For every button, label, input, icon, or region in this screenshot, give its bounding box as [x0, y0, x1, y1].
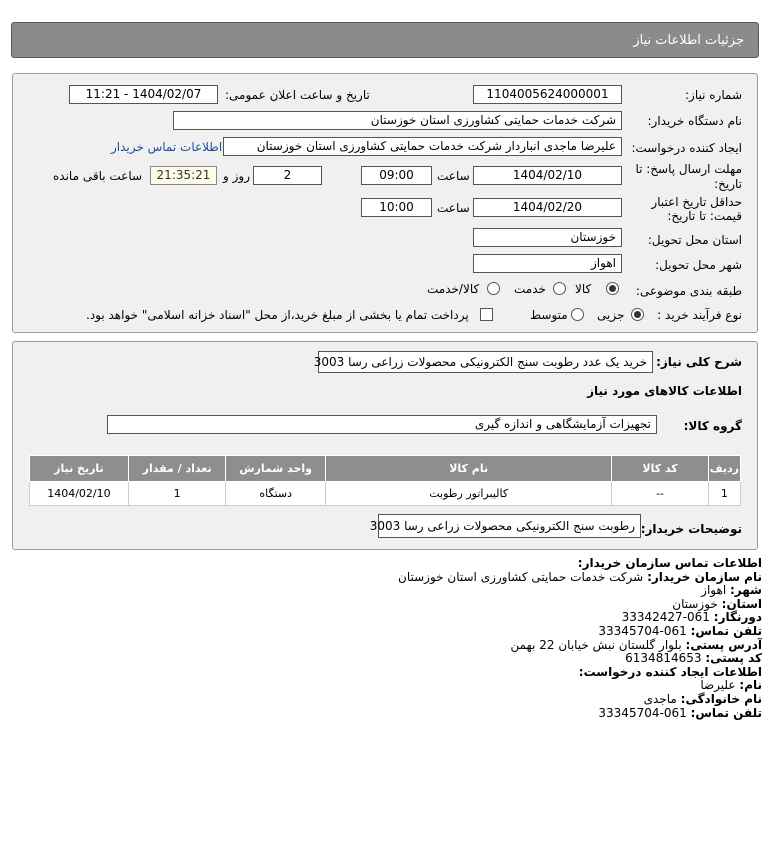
creator-field: علیرضا ماجدی انباردار شرکت خدمات حمایتی کشاورزی استان خوزستان — [223, 137, 622, 156]
treasury-checkbox[interactable] — [480, 308, 493, 321]
contact-province-label: استان: — [721, 596, 762, 611]
category-radio-both[interactable] — [487, 282, 500, 295]
goods-group-field: تجهیزات آزمایشگاهی و اندازه گیری — [107, 415, 657, 434]
days-label: روز و — [223, 169, 250, 183]
city-label: شهر محل تحویل: — [655, 258, 742, 272]
contact-phone-line — [42, 625, 762, 639]
contact-address-line — [42, 639, 762, 653]
cell-code: -- — [612, 482, 708, 506]
creator-family: ماجدی — [643, 691, 677, 706]
creator-phone-label: تلفن تماس: — [690, 705, 762, 720]
contact-org: شرکت خدمات حمایتی کشاورزی استان خوزستان — [398, 569, 644, 584]
category-option-service: خدمت — [514, 282, 546, 296]
cell-name: کالیبراتور رطوبت — [326, 482, 612, 506]
creator-family-line — [42, 693, 762, 707]
deadline-label-1: مهلت ارسال پاسخ: تا — [635, 162, 742, 176]
city-field: اهواز — [473, 254, 622, 273]
table-row — [30, 482, 741, 506]
need-desc-label: شرح کلی نیاز: — [656, 355, 742, 369]
creator-name: علیرضا — [700, 678, 736, 693]
days-field: 2 — [253, 166, 322, 185]
contact-postal: 6134814653 — [625, 651, 702, 666]
contact-city-label: شهر: — [730, 583, 762, 598]
contact-org-line — [42, 571, 762, 585]
contact-fax-line — [42, 611, 762, 625]
validity-time-field: 10:00 — [361, 198, 432, 217]
contact-city-line — [42, 584, 762, 598]
goods-info-title: اطلاعات کالاهای مورد نیاز — [587, 384, 742, 398]
contact-fax-label: دورنگار: — [713, 610, 762, 625]
buyer-notes-field: رطوبت سنج الکترونیکی محصولات زراعی رسا 3003 — [378, 514, 641, 538]
col-unit: واحد شمارش — [226, 456, 326, 482]
province-label: استان محل تحویل: — [647, 233, 742, 247]
table-header-row — [30, 456, 741, 482]
col-code: کد کالا — [612, 456, 708, 482]
contact-postal-line — [42, 652, 762, 666]
remaining-time-field: 21:35:21 — [150, 166, 217, 185]
need-number-field: 1104005624000001 — [473, 85, 622, 104]
contact-province: خوزستان — [672, 596, 718, 611]
page-title: جزئیات اطلاعات نیاز — [633, 33, 744, 48]
process-option-minor: جزیی — [597, 308, 625, 322]
goods-table — [29, 455, 741, 506]
category-radio-service[interactable] — [553, 282, 566, 295]
col-date: تاریخ نیاز — [30, 456, 129, 482]
deadline-label-2: تاریخ: — [714, 177, 742, 191]
category-option-goods: کالا — [575, 282, 592, 296]
col-name: نام کالا — [326, 456, 612, 482]
category-label: طبقه بندی موضوعی: — [635, 284, 742, 298]
validity-time-label: ساعت — [437, 201, 470, 215]
need-desc-field: خرید یک عدد رطوبت سنج الکترونیکی محصولات زراعی رسا 3003 — [318, 351, 653, 373]
province-field: خوزستان — [473, 228, 622, 247]
payment-note: پرداخت تمام یا بخشی از مبلغ خرید،از محل "اسناد خزانه اسلامی" خواهد بود. — [86, 308, 469, 322]
buyer-org-field: شرکت خدمات حمایتی کشاورزی استان خوزستان — [173, 111, 622, 130]
deadline-date-field: 1404/02/10 — [473, 166, 622, 185]
deadline-time-label: ساعت — [437, 169, 470, 183]
cell-row: 1 — [708, 482, 740, 506]
need-number-label: شماره نیاز: — [685, 88, 742, 102]
cell-date: 1404/02/10 — [30, 482, 129, 506]
col-qty: تعداد / مقدار — [128, 456, 226, 482]
page-header — [11, 22, 759, 58]
buyer-contact-link[interactable]: اطلاعات تماس خریدار — [111, 140, 223, 154]
process-option-medium: متوسط — [530, 308, 568, 322]
validity-label-2: قیمت: تا تاریخ: — [667, 209, 742, 223]
announce-field: 1404/02/07 - 11:21 — [69, 85, 218, 104]
cell-qty: 1 — [128, 482, 226, 506]
creator-label: ایجاد کننده درخواست: — [631, 141, 742, 155]
validity-label-1: حداقل تاریخ اعتبار — [651, 195, 742, 209]
col-row: ردیف — [708, 456, 740, 482]
contact-org-label: نام سازمان خریدار: — [647, 569, 762, 584]
process-radio-medium[interactable] — [571, 308, 584, 321]
announce-label: تاریخ و ساعت اعلان عمومی: — [225, 88, 370, 102]
contact-province-line — [42, 598, 762, 612]
category-option-both: کالا/خدمت — [427, 282, 480, 296]
contact-phone-label: تلفن تماس: — [690, 623, 762, 638]
contact-city: اهواز — [701, 583, 727, 598]
cell-unit: دستگاه — [226, 482, 326, 506]
contact-address: بلوار گلستان نبش خیابان 22 بهمن — [510, 637, 682, 652]
creator-phone-line — [42, 707, 762, 721]
contact-fax: 061-33342427 — [621, 610, 710, 625]
creator-family-label: نام خانوادگی: — [680, 691, 762, 706]
buyer-notes-label: توضیحات خریدار: — [640, 522, 742, 536]
contact-postal-label: کد پستی: — [705, 651, 762, 666]
contact-section — [42, 557, 762, 720]
process-label: نوع فرآیند خرید : — [657, 308, 742, 322]
contact-title: اطلاعات تماس سازمان خریدار: — [577, 556, 762, 570]
remaining-label: ساعت باقی مانده — [53, 169, 143, 183]
goods-group-label: گروه کالا: — [683, 419, 742, 433]
deadline-time-field: 09:00 — [361, 166, 432, 185]
creator-name-line — [42, 679, 762, 693]
creator-name-label: نام: — [739, 678, 762, 693]
process-radio-minor[interactable] — [631, 308, 644, 321]
creator-info-title: اطلاعات ایجاد کننده درخواست: — [578, 664, 762, 679]
category-radio-goods[interactable] — [606, 282, 619, 295]
contact-phone: 061-33345704 — [598, 623, 687, 638]
creator-phone: 061-33345704 — [598, 705, 687, 720]
buyer-org-label: نام دستگاه خریدار: — [647, 114, 742, 128]
validity-date-field: 1404/02/20 — [473, 198, 622, 217]
contact-address-label: آدرس پستی: — [685, 637, 762, 652]
